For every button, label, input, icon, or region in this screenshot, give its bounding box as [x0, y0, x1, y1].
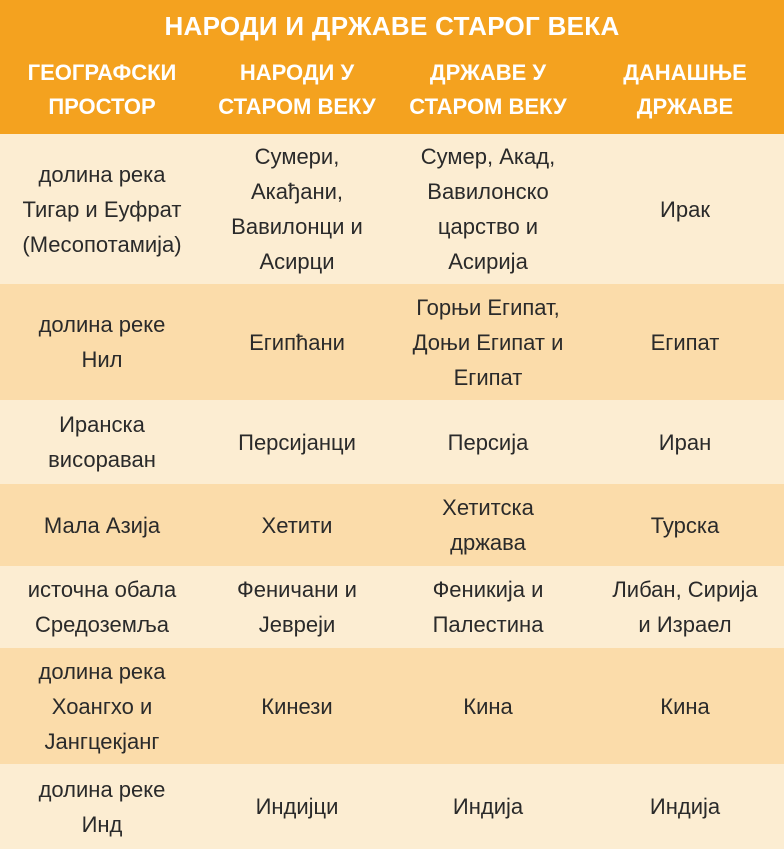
cell-modern-states: Иран	[586, 400, 784, 484]
cell-ancient-peoples: Кинези	[204, 648, 390, 764]
cell-modern-states: Турска	[586, 484, 784, 566]
cell-geographic-area: долина реке Нил	[0, 284, 204, 400]
cell-geographic-area: Мала Азија	[0, 484, 204, 566]
cell-ancient-peoples: Сумери, Акађани, Вавилонци и Асирци	[204, 134, 390, 284]
cell-ancient-states: Хетитска држава	[390, 484, 586, 566]
header-ancient-states: ДРЖАВЕ У СТАРОМ ВЕКУ	[390, 52, 586, 134]
cell-modern-states: Либан, Сирија и Израел	[586, 566, 784, 648]
cell-geographic-area: долина река Хоангхо и Јангцекјанг	[0, 648, 204, 764]
cell-ancient-states: Кина	[390, 648, 586, 764]
cell-geographic-area: долина река Тигар и Еуфрат (Месопотамија)	[0, 134, 204, 284]
cell-modern-states: Ирак	[586, 134, 784, 284]
cell-ancient-states: Сумер, Акад, Вавилонско царство и Асирија	[390, 134, 586, 284]
header-geographic-area: ГЕОГРАФСКИ ПРОСТОР	[0, 52, 204, 134]
header-modern-states: ДАНАШЊЕ ДРЖАВЕ	[586, 52, 784, 134]
cell-geographic-area: источна обала Средоземља	[0, 566, 204, 648]
cell-ancient-peoples: Хетити	[204, 484, 390, 566]
cell-ancient-peoples: Египћани	[204, 284, 390, 400]
cell-ancient-peoples: Индијци	[204, 764, 390, 849]
cell-geographic-area: Иранска висораван	[0, 400, 204, 484]
cell-ancient-states: Персија	[390, 400, 586, 484]
cell-ancient-peoples: Персијанци	[204, 400, 390, 484]
cell-modern-states: Кина	[586, 648, 784, 764]
table-title: НАРОДИ И ДРЖАВЕ СТАРОГ ВЕКА	[0, 0, 784, 52]
cell-modern-states: Египат	[586, 284, 784, 400]
cell-ancient-states: Индија	[390, 764, 586, 849]
cell-ancient-states: Горњи Египат, Доњи Египат и Египат	[390, 284, 586, 400]
cell-geographic-area: долина реке Инд	[0, 764, 204, 849]
cell-modern-states: Индија	[586, 764, 784, 849]
header-ancient-peoples: НАРОДИ У СТАРОМ ВЕКУ	[204, 52, 390, 134]
cell-ancient-states: Феникија и Палестина	[390, 566, 586, 648]
cell-ancient-peoples: Феничани и Јевреји	[204, 566, 390, 648]
